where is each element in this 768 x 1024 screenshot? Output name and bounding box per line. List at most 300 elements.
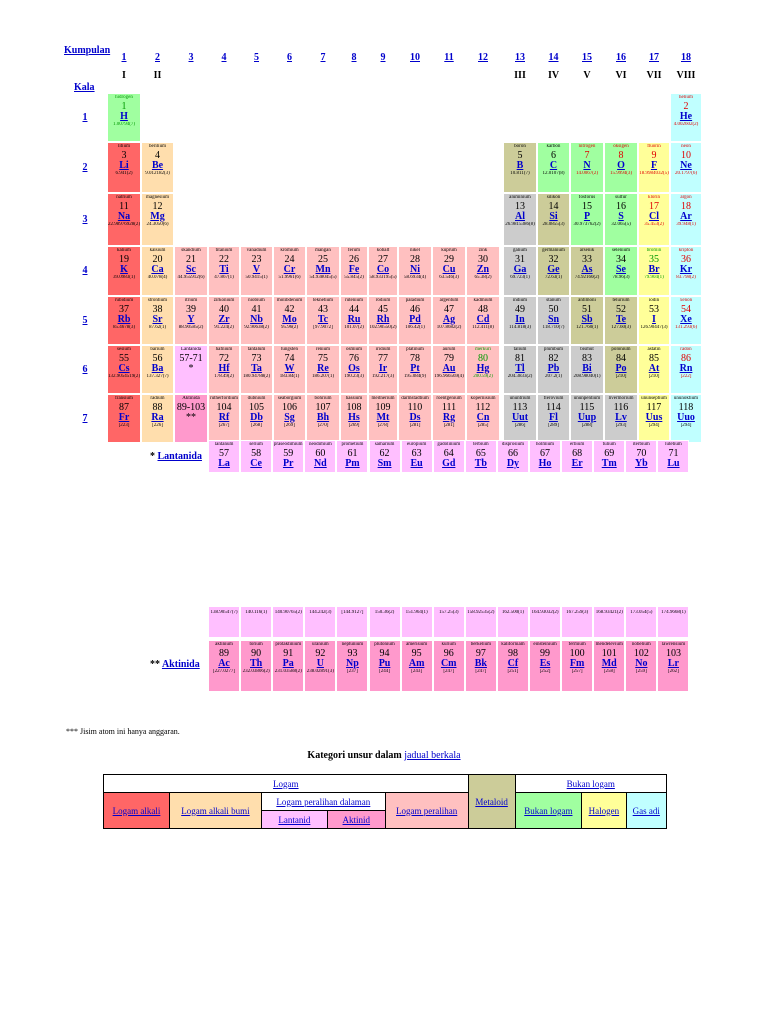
- element-cell-mo[interactable]: [273, 296, 306, 345]
- element-symbol[interactable]: C: [549, 160, 558, 171]
- legend-metalloid[interactable]: [468, 775, 515, 829]
- element-cell-xe[interactable]: [670, 296, 702, 345]
- atomic-weight: [223]: [118, 423, 130, 428]
- element-symbol[interactable]: Tb: [474, 458, 487, 469]
- element-symbol[interactable]: Uus: [645, 412, 663, 423]
- element-symbol[interactable]: Ne: [680, 160, 692, 171]
- element-cell-uus[interactable]: [638, 394, 670, 443]
- element-cell-i[interactable]: [638, 296, 670, 345]
- element-cell-cs[interactable]: [107, 345, 141, 394]
- element-symbol[interactable]: Zr: [218, 314, 230, 325]
- legend-alkaline-earth-link[interactable]: Logam alkali bumi: [181, 805, 250, 816]
- element-symbol[interactable]: Nb: [250, 314, 263, 325]
- element-symbol[interactable]: Th: [250, 658, 263, 669]
- element-cell-rh[interactable]: [368, 296, 398, 345]
- element-symbol[interactable]: Lr: [667, 658, 679, 669]
- element-cell-sb[interactable]: [570, 296, 604, 345]
- actinide-row-label[interactable]: [150, 659, 200, 670]
- element-symbol[interactable]: Np: [346, 658, 359, 669]
- element-cell-lv[interactable]: [604, 394, 638, 443]
- element-symbol[interactable]: Fm: [569, 658, 585, 669]
- element-symbol[interactable]: Sc: [186, 264, 196, 275]
- element-symbol[interactable]: Cr: [283, 264, 296, 275]
- group-header-8[interactable]: 8: [351, 52, 357, 63]
- element-symbol[interactable]: Ca: [151, 264, 164, 275]
- element-symbol[interactable]: Mt: [376, 412, 390, 423]
- legend-inner-transition-link[interactable]: Logam peralihan dalaman: [276, 796, 371, 807]
- element-symbol[interactable]: He: [679, 111, 693, 122]
- element-cell-h[interactable]: [107, 93, 141, 142]
- actinide-cell-np[interactable]: [336, 640, 368, 692]
- element-cell-os[interactable]: [340, 345, 368, 394]
- actinide-row-link[interactable]: Aktinida: [161, 659, 200, 670]
- element-name: teknetium: [313, 298, 333, 303]
- element-cell-at[interactable]: [638, 345, 670, 394]
- group-header-14[interactable]: 14: [548, 52, 559, 63]
- lanthanide-cell-ce[interactable]: [240, 440, 272, 473]
- element-symbol[interactable]: Li: [119, 160, 129, 171]
- element-symbol[interactable]: V: [252, 264, 261, 275]
- element-symbol[interactable]: At: [648, 363, 660, 374]
- element-cell-mg[interactable]: [141, 193, 174, 246]
- legend-halogen[interactable]: [582, 793, 626, 829]
- element-symbol[interactable]: Nd: [313, 458, 327, 469]
- legend-halogen-link[interactable]: Halogen: [588, 805, 620, 816]
- element-cell-ge[interactable]: [537, 246, 570, 296]
- actinide-cell-md[interactable]: [593, 640, 625, 692]
- element-cell-ca[interactable]: [141, 246, 174, 296]
- element-symbol[interactable]: N: [583, 160, 591, 171]
- element-cell-be[interactable]: [141, 142, 174, 193]
- lanthanide-cell-ho[interactable]: [529, 440, 561, 473]
- element-cell-ir[interactable]: [368, 345, 398, 394]
- element-symbol[interactable]: Md: [601, 658, 617, 669]
- element-cell-rn[interactable]: [670, 345, 702, 394]
- actinide-cell-no[interactable]: [625, 640, 657, 692]
- legend-noble-gas[interactable]: [626, 793, 666, 829]
- element-cell-fe[interactable]: [340, 246, 368, 296]
- element-symbol[interactable]: Kr: [679, 264, 693, 275]
- element-symbol[interactable]: Ra: [151, 412, 164, 423]
- element-cell-rb[interactable]: [107, 296, 141, 345]
- element-symbol[interactable]: Y: [187, 314, 195, 325]
- element-symbol[interactable]: Na: [117, 211, 131, 222]
- element-cell-p[interactable]: [570, 193, 604, 246]
- element-cell-fr[interactable]: [107, 394, 141, 443]
- lanthanide-cell-tm[interactable]: [593, 440, 625, 473]
- element-cell-cu[interactable]: [432, 246, 466, 296]
- element-symbol[interactable]: Sn: [547, 314, 560, 325]
- element-symbol[interactable]: Cn: [476, 412, 490, 423]
- element-symbol[interactable]: Lv: [615, 412, 627, 423]
- element-symbol[interactable]: Cf: [507, 658, 519, 669]
- legend-alkali-link[interactable]: Logam alkali: [112, 805, 161, 816]
- element-cell-uut[interactable]: [503, 394, 537, 443]
- group-header-3[interactable]: 3: [188, 52, 194, 63]
- group-header-16[interactable]: 16: [616, 52, 626, 63]
- element-symbol[interactable]: Rb: [117, 314, 131, 325]
- element-cell-re[interactable]: [306, 345, 340, 394]
- lanthanide-cell-yb[interactable]: [625, 440, 657, 473]
- group-header-18[interactable]: 18: [681, 52, 691, 63]
- group-header-17[interactable]: 17: [649, 52, 659, 63]
- element-cell-ti[interactable]: [208, 246, 240, 296]
- legend-lanthanide-link[interactable]: Lantanid: [278, 814, 311, 825]
- legend-lanthanide[interactable]: [261, 811, 327, 829]
- element-symbol[interactable]: Uup: [577, 412, 597, 423]
- actinide-cell-pu[interactable]: [369, 640, 401, 692]
- element-symbol[interactable]: Ho: [538, 458, 552, 469]
- element-symbol[interactable]: Hs: [348, 412, 360, 423]
- group-header-9[interactable]: 9: [380, 52, 386, 63]
- element-cell-ba[interactable]: [141, 345, 174, 394]
- element-symbol[interactable]: P: [583, 211, 591, 222]
- legend-transition[interactable]: [385, 793, 468, 829]
- element-cell-ds[interactable]: [398, 394, 432, 443]
- element-symbol[interactable]: H: [120, 111, 128, 122]
- element-symbol[interactable]: Xe: [680, 314, 692, 325]
- lanthanide-cell-gd[interactable]: [433, 440, 465, 473]
- element-symbol[interactable]: Ni: [410, 264, 420, 275]
- element-cell-ne[interactable]: [670, 142, 702, 193]
- element-cell-ga[interactable]: [503, 246, 537, 296]
- element-symbol[interactable]: Pr: [282, 458, 294, 469]
- element-symbol[interactable]: Mg: [150, 211, 165, 222]
- element-cell-cl[interactable]: [638, 193, 670, 246]
- element-cell-sg[interactable]: [273, 394, 306, 443]
- legend-alkali[interactable]: [104, 793, 170, 829]
- legend-actinide[interactable]: [327, 811, 385, 829]
- element-symbol[interactable]: Tc: [317, 314, 329, 325]
- element-cell-n[interactable]: [570, 142, 604, 193]
- element-symbol[interactable]: Ti: [219, 264, 229, 275]
- element-cell-bi[interactable]: [570, 345, 604, 394]
- group-header-6[interactable]: 6: [287, 52, 292, 63]
- element-symbol[interactable]: Er: [571, 458, 583, 469]
- element-symbol[interactable]: Sr: [152, 314, 163, 325]
- element-symbol[interactable]: Ir: [378, 363, 388, 374]
- element-cell-cd[interactable]: [466, 296, 500, 345]
- element-symbol[interactable]: Am: [408, 658, 425, 669]
- element-symbol[interactable]: Ag: [442, 314, 456, 325]
- period-header-label[interactable]: Kala: [74, 82, 95, 93]
- group-header-10[interactable]: 10: [410, 52, 420, 63]
- element-cell-si[interactable]: [537, 193, 570, 246]
- element-symbol[interactable]: Rn: [679, 363, 693, 374]
- element-symbol[interactable]: K: [120, 264, 128, 275]
- element-symbol[interactable]: F: [650, 160, 658, 171]
- element-symbol[interactable]: Bi: [582, 363, 592, 374]
- element-symbol[interactable]: Hf: [218, 363, 230, 374]
- element-symbol[interactable]: As: [581, 264, 593, 275]
- lanthanide-cell-sm[interactable]: [369, 440, 401, 473]
- element-cell-db[interactable]: [240, 394, 273, 443]
- element-cell-cn[interactable]: [466, 394, 500, 443]
- element-cell-f[interactable]: [638, 142, 670, 193]
- element-cell-s[interactable]: [604, 193, 638, 246]
- actinide-cell-fm[interactable]: [561, 640, 593, 692]
- element-cell-ta[interactable]: [240, 345, 273, 394]
- element-cell-ar[interactable]: [670, 193, 702, 246]
- legend-inner-transition[interactable]: [261, 793, 385, 811]
- element-cell-te[interactable]: [604, 296, 638, 345]
- element-symbol[interactable]: Cl: [649, 211, 659, 222]
- element-symbol[interactable]: Fe: [348, 264, 360, 275]
- element-cell-kr[interactable]: [670, 246, 702, 296]
- element-cell-ag[interactable]: [432, 296, 466, 345]
- element-symbol[interactable]: Lu: [667, 458, 680, 469]
- element-symbol[interactable]: Uut: [511, 412, 529, 423]
- period-header-7[interactable]: 7: [82, 412, 88, 424]
- element-symbol[interactable]: Pb: [547, 363, 560, 374]
- element-symbol[interactable]: Tm: [601, 458, 617, 469]
- element-cell-se[interactable]: [604, 246, 638, 296]
- element-symbol[interactable]: La: [218, 458, 230, 469]
- group-header-1[interactable]: 1: [121, 52, 127, 63]
- element-cell-li[interactable]: [107, 142, 141, 193]
- element-symbol[interactable]: Co: [376, 264, 390, 275]
- element-name: vanadium: [246, 248, 267, 253]
- element-symbol[interactable]: Si: [549, 211, 558, 222]
- element-cell-na[interactable]: [107, 193, 141, 246]
- element-symbol[interactable]: Po: [615, 363, 627, 374]
- element-symbol[interactable]: W: [284, 363, 295, 374]
- element-cell-co[interactable]: [368, 246, 398, 296]
- element-symbol[interactable]: Re: [317, 363, 329, 374]
- element-cell-rg[interactable]: [432, 394, 466, 443]
- group-header-13[interactable]: 13: [515, 52, 525, 63]
- group-header-5[interactable]: 5: [254, 52, 259, 63]
- element-cell-uup[interactable]: [570, 394, 604, 443]
- element-cell-sr[interactable]: [141, 296, 174, 345]
- legend-nonmetal[interactable]: [515, 793, 582, 829]
- element-cell-au[interactable]: [432, 345, 466, 394]
- element-symbol[interactable]: Te: [615, 314, 627, 325]
- element-symbol[interactable]: Br: [648, 264, 660, 275]
- lanthanide-cell-er[interactable]: [561, 440, 593, 473]
- legend-metalloid-link[interactable]: Metaloid: [475, 796, 508, 807]
- actinide-cell-pa[interactable]: [272, 640, 304, 692]
- element-cell-sc[interactable]: [174, 246, 208, 296]
- element-symbol[interactable]: Ru: [347, 314, 361, 325]
- element-cell-hs[interactable]: [340, 394, 368, 443]
- group-header-15[interactable]: 15: [582, 52, 592, 63]
- element-symbol[interactable]: Zn: [476, 264, 490, 275]
- element-symbol[interactable]: Gd: [442, 458, 456, 469]
- element-cell-as[interactable]: [570, 246, 604, 296]
- element-symbol[interactable]: B: [516, 160, 524, 171]
- element-cell-mt[interactable]: [368, 394, 398, 443]
- element-symbol[interactable]: Bk: [474, 658, 487, 669]
- element-cell-ni[interactable]: [398, 246, 432, 296]
- actinide-cell-am[interactable]: [401, 640, 433, 692]
- group-header-7[interactable]: 7: [320, 52, 326, 63]
- lanthanide-cell-nd[interactable]: [304, 440, 336, 473]
- actinide-cell-th[interactable]: [240, 640, 272, 692]
- group-header-label[interactable]: Kumpulan: [64, 45, 111, 56]
- element-cell-b[interactable]: [503, 142, 537, 193]
- lanthanide-cell-pr[interactable]: [272, 440, 304, 473]
- element-symbol[interactable]: Au: [442, 363, 456, 374]
- element-cell-ru[interactable]: [340, 296, 368, 345]
- element-symbol[interactable]: Al: [515, 211, 525, 222]
- element-cell-v[interactable]: [240, 246, 273, 296]
- actinide-placeholder[interactable]: [174, 394, 208, 443]
- period-header-2[interactable]: 2: [82, 161, 88, 173]
- element-symbol[interactable]: Uuo: [677, 412, 695, 423]
- element-symbol[interactable]: Rf: [218, 412, 230, 423]
- element-cell-nb[interactable]: [240, 296, 273, 345]
- element-cell-tc[interactable]: [306, 296, 340, 345]
- actinide-cell-bk[interactable]: [465, 640, 497, 692]
- legend-title-link[interactable]: jadual berkala: [404, 750, 461, 761]
- lanthanide-cell-la[interactable]: [208, 440, 240, 473]
- element-symbol[interactable]: Pm: [345, 458, 360, 469]
- element-cell-o[interactable]: [604, 142, 638, 193]
- element-symbol[interactable]: Ac: [218, 658, 230, 669]
- element-symbol[interactable]: Cu: [442, 264, 456, 275]
- element-cell-po[interactable]: [604, 345, 638, 394]
- legend-nonmetal-link[interactable]: Bukan logam: [524, 805, 573, 816]
- element-symbol[interactable]: Es: [539, 658, 551, 669]
- legend-actinide-link[interactable]: Aktinid: [342, 814, 371, 825]
- element-cell-bh[interactable]: [306, 394, 340, 443]
- lanthanide-cell-eu[interactable]: [401, 440, 433, 473]
- actinide-cell-cf[interactable]: [497, 640, 529, 692]
- actinide-cell-es[interactable]: [529, 640, 561, 692]
- element-symbol[interactable]: Be: [151, 160, 164, 171]
- element-symbol[interactable]: Rg: [442, 412, 456, 423]
- element-cell-rf[interactable]: [208, 394, 240, 443]
- period-header-1[interactable]: 1: [82, 111, 88, 123]
- element-symbol[interactable]: Cd: [476, 314, 490, 325]
- element-cell-he[interactable]: [670, 93, 702, 142]
- lanthanide-cell-lu[interactable]: [657, 440, 689, 473]
- element-cell-c[interactable]: [537, 142, 570, 193]
- lanthanide-row-link[interactable]: Lantanida: [157, 451, 202, 462]
- actinide-cell-lr[interactable]: [657, 640, 689, 692]
- lanthanide-placeholder[interactable]: [174, 345, 208, 394]
- group-header-4[interactable]: 4: [221, 52, 227, 63]
- actinide-cell-cm[interactable]: [433, 640, 465, 692]
- element-cell-tl[interactable]: [503, 345, 537, 394]
- element-cell-al[interactable]: [503, 193, 537, 246]
- legend-metals-link[interactable]: Logam: [273, 778, 299, 789]
- legend-transition-link[interactable]: Logam peralihan: [396, 805, 458, 816]
- lanthanide-row-label[interactable]: [150, 451, 202, 462]
- element-symbol[interactable]: Hg: [476, 363, 490, 374]
- element-symbol[interactable]: U: [316, 658, 324, 669]
- element-symbol[interactable]: Os: [348, 363, 360, 374]
- element-symbol[interactable]: Yb: [634, 458, 648, 469]
- element-symbol[interactable]: Bh: [316, 412, 330, 423]
- element-cell-in[interactable]: [503, 296, 537, 345]
- element-symbol[interactable]: S: [618, 211, 624, 222]
- element-symbol[interactable]: Cs: [118, 363, 130, 374]
- period-header-5[interactable]: 5: [82, 314, 88, 326]
- element-cell-zr[interactable]: [208, 296, 240, 345]
- element-symbol[interactable]: Pt: [410, 363, 420, 374]
- element-symbol[interactable]: Fr: [118, 412, 130, 423]
- element-symbol[interactable]: Ds: [409, 412, 421, 423]
- legend-nonmetals-header[interactable]: [515, 775, 666, 793]
- element-symbol[interactable]: Pd: [409, 314, 421, 325]
- group-header-12[interactable]: 12: [478, 52, 488, 63]
- element-cell-y[interactable]: [174, 296, 208, 345]
- element-symbol[interactable]: Sm: [377, 458, 392, 469]
- lanthanide-cell-pm[interactable]: [336, 440, 368, 473]
- lanthanide-weight-cell: [625, 606, 657, 638]
- element-cell-hf[interactable]: [208, 345, 240, 394]
- period-header-4[interactable]: 4: [82, 265, 88, 276]
- group-header-11[interactable]: 11: [444, 52, 454, 63]
- legend-nonmetals-link[interactable]: Bukan logam: [566, 778, 615, 789]
- group-header-2[interactable]: 2: [155, 52, 160, 63]
- element-cell-mn[interactable]: [306, 246, 340, 296]
- lanthanide-cell-tb[interactable]: [465, 440, 497, 473]
- element-symbol[interactable]: No: [635, 658, 648, 669]
- element-symbol[interactable]: Mo: [282, 314, 297, 325]
- element-cell-hg[interactable]: [466, 345, 500, 394]
- element-symbol[interactable]: Dy: [506, 458, 520, 469]
- element-symbol[interactable]: Ge: [547, 264, 560, 275]
- element-symbol[interactable]: Se: [616, 264, 626, 275]
- element-symbol[interactable]: Ta: [251, 363, 262, 374]
- element-name: radon: [680, 347, 692, 352]
- element-cell-ra[interactable]: [141, 394, 174, 443]
- element-symbol[interactable]: Tl: [515, 363, 525, 374]
- element-symbol[interactable]: Ga: [513, 264, 527, 275]
- element-symbol[interactable]: O: [617, 160, 625, 171]
- element-symbol[interactable]: Rh: [376, 314, 390, 325]
- period-header-6[interactable]: 6: [82, 363, 88, 375]
- element-symbol[interactable]: Sg: [284, 412, 295, 423]
- element-symbol[interactable]: Cm: [440, 658, 457, 669]
- element-cell-sn[interactable]: [537, 296, 570, 345]
- element-symbol[interactable]: In: [515, 314, 525, 325]
- lanthanide-cell-dy[interactable]: [497, 440, 529, 473]
- element-cell-cr[interactable]: [273, 246, 306, 296]
- element-symbol[interactable]: Fl: [549, 412, 558, 423]
- legend-metals-header[interactable]: [104, 775, 469, 793]
- element-cell-pb[interactable]: [537, 345, 570, 394]
- element-cell-w[interactable]: [273, 345, 306, 394]
- element-symbol[interactable]: Ar: [680, 211, 692, 222]
- element-symbol[interactable]: Mn: [315, 264, 331, 275]
- element-cell-pt[interactable]: [398, 345, 432, 394]
- element-symbol[interactable]: I: [652, 314, 656, 325]
- atomic-weight: 174.9668(1): [661, 610, 686, 615]
- element-cell-k[interactable]: [107, 246, 141, 296]
- element-cell-uuo[interactable]: [670, 394, 702, 443]
- element-symbol[interactable]: Eu: [410, 458, 423, 469]
- period-header-3[interactable]: 3: [82, 213, 88, 225]
- element-cell-fl[interactable]: [537, 394, 570, 443]
- element-cell-zn[interactable]: [466, 246, 500, 296]
- actinide-cell-u[interactable]: [304, 640, 336, 692]
- element-symbol[interactable]: Pa: [282, 658, 294, 669]
- element-symbol[interactable]: Ce: [250, 458, 262, 469]
- element-symbol[interactable]: Pu: [378, 658, 391, 669]
- element-symbol[interactable]: Db: [250, 412, 263, 423]
- element-symbol[interactable]: Sb: [581, 314, 593, 325]
- legend-alkaline-earth[interactable]: [169, 793, 261, 829]
- element-cell-br[interactable]: [638, 246, 670, 296]
- element-symbol[interactable]: Ba: [151, 363, 164, 374]
- element-cell-pd[interactable]: [398, 296, 432, 345]
- actinide-cell-ac[interactable]: [208, 640, 240, 692]
- legend-noble-gas-link[interactable]: Gas adi: [632, 805, 660, 816]
